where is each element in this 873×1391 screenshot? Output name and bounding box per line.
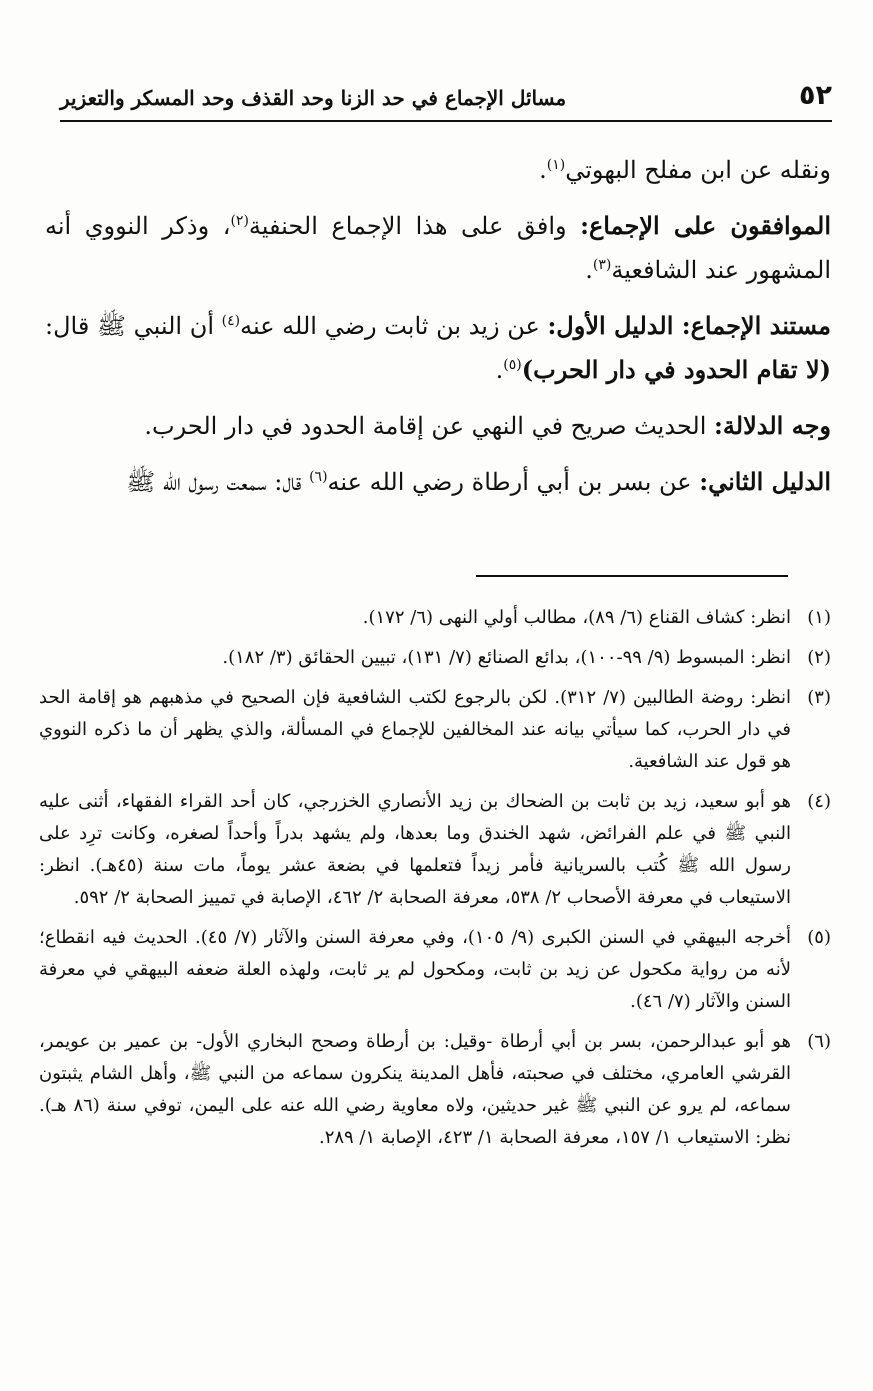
footnote-separator — [476, 575, 788, 577]
footnote-ref-6: (٦) — [309, 469, 328, 485]
text-run: عن زيد بن ثابت رضي الله عنه — [240, 312, 548, 340]
text-run: ونقله عن ابن مفلح البهوتي — [565, 156, 831, 184]
heading-run: الدليل الثاني: — [699, 467, 831, 496]
footnote-ref-1: (١) — [546, 157, 566, 173]
text-run: عن بسر بن أبي أرطاة رضي الله عنه — [327, 468, 700, 496]
paragraph-3 — [45, 304, 831, 392]
text-run: أن النبي ﷺ قال: — [45, 312, 222, 340]
footnote-text: انظر: روضة الطالبين (٧/ ٣١٢). لكن بالرجوع لكتب الشافعية فإن الصحيح في مذهبهم هو إقامة الحد في دار الحرب، كما سيأتي بيانه عند المخالفين للإجماع في المسألة، والذي يظهر أن ما ذكره النووي هو قول عند الشافعية. — [39, 687, 791, 772]
text-run: . — [585, 256, 593, 284]
paragraph-4 — [45, 404, 831, 448]
footnote-ref-2: (٢) — [230, 213, 249, 229]
text-run: ، وذكر النووي أنه المشهور عند الشافعية — [45, 212, 831, 284]
footnotes — [39, 602, 831, 1162]
footnote — [39, 602, 831, 634]
footnote-number: (١) — [807, 607, 831, 628]
paragraph-2 — [45, 204, 831, 292]
page-number: ٥٢ — [799, 80, 832, 111]
footnote-ref-3: (٣) — [592, 257, 612, 273]
footnote-number: (٣) — [807, 687, 831, 708]
paragraph-1 — [45, 148, 831, 192]
hadith-quote: (لا تقام الحدود في دار الحرب) — [521, 355, 831, 384]
heading-run: الموافقون على الإجماع: — [580, 211, 831, 240]
footnote — [39, 786, 831, 914]
footnote-text: أخرجه البيهقي في السنن الكبرى (٩/ ١٠٥)، وفي معرفة السنن والآثار (٧/ ٤٥). الحديث فيه انقطاع؛ لأنه من رواية مكحول عن زيد بن ثابت، ومكحول لم ير ثابت، ولهذه العلة ضعفه البيهقي في معرفة السنن والآثار (٧/ ٤٦). — [39, 927, 791, 1012]
footnote-ref-4: (٤) — [221, 313, 241, 329]
footnote-text: هو أبو عبدالرحمن، بسر بن أبي أرطاة -وقيل: بن أرطاة وصحح البخاري الأول- بن عمير بن عويمر، القرشي العامري، مختلف في صحبته، فأهل المدينة ينكرون سماعه من النبي ﷺ، وأهل الشام يثبتون سماعه، لم يرو عن النبي ﷺ غير حديثين، ولاه معاوية رضي الله عنه على اليمن، توفي سنة (٨٦ هـ). نظر: الاستيعاب ١/ ١٥٧، معرفة الصحابة ١/ ٤٢٣، الإصابة ١/ ٢٨٩. — [39, 1031, 792, 1148]
text-run: قال: سمعت رسول الله ﷺ — [126, 468, 310, 496]
footnote — [39, 1026, 831, 1154]
footnote-text: هو أبو سعيد، زيد بن ثابت بن الضحاك بن زيد الأنصاري الخزرجي، كان أحد القراء الفقهاء، أثنى عليه النبي ﷺ في علم الفرائض، شهد الخندق وما بعدها، ولم يشهد بدراً وأحداً لصغره، وكانت ترِد على رسول الله ﷺ كُتب بالسريانية فأمر زيداً فتعلمها في بضعة عشر يوماً، مات سنة (٤٥هـ). انظر: الاستيعاب في معرفة الأصحاب ٢/ ٥٣٨، معرفة الصحابة ٢/ ٤٦٢، الإصابة في تمييز الصحابة ٢/ ٥٩٢. — [39, 791, 792, 908]
text-run: . — [495, 356, 504, 384]
text-run: الحديث صريح في النهي عن إقامة الحدود في دار الحرب. — [144, 412, 715, 440]
footnote — [39, 642, 831, 674]
text-run: وافق على هذا الإجماع الحنفية — [248, 212, 581, 240]
footnote-number: (٢) — [807, 647, 831, 668]
heading-run: مستند الإجماع: الدليل الأول: — [547, 311, 831, 340]
heading-run: وجه الدلالة: — [714, 411, 831, 440]
running-title: مسائل الإجماع في حد الزنا وحد القذف وحد المسكر والتعزير — [60, 86, 567, 110]
footnote-number: (٦) — [807, 1031, 831, 1052]
text-run: . — [539, 156, 547, 184]
footnote-text: انظر: المبسوط (٩/ ٩٩-١٠٠)، بدائع الصنائع (٧/ ١٣١)، تبيين الحقائق (٣/ ١٨٢). — [222, 647, 791, 668]
footnote-number: (٥) — [807, 927, 831, 948]
paragraph-5 — [45, 460, 831, 504]
footnote-text: انظر: كشاف القناع (٦/ ٨٩)، مطالب أولي النهى (٦/ ١٧٢). — [362, 607, 791, 628]
footnote — [39, 922, 831, 1018]
main-text — [45, 148, 831, 504]
footnote-ref-5: (٥) — [503, 357, 522, 373]
footnote — [39, 682, 831, 778]
footnote-number: (٤) — [807, 791, 831, 812]
page-header — [60, 76, 832, 122]
